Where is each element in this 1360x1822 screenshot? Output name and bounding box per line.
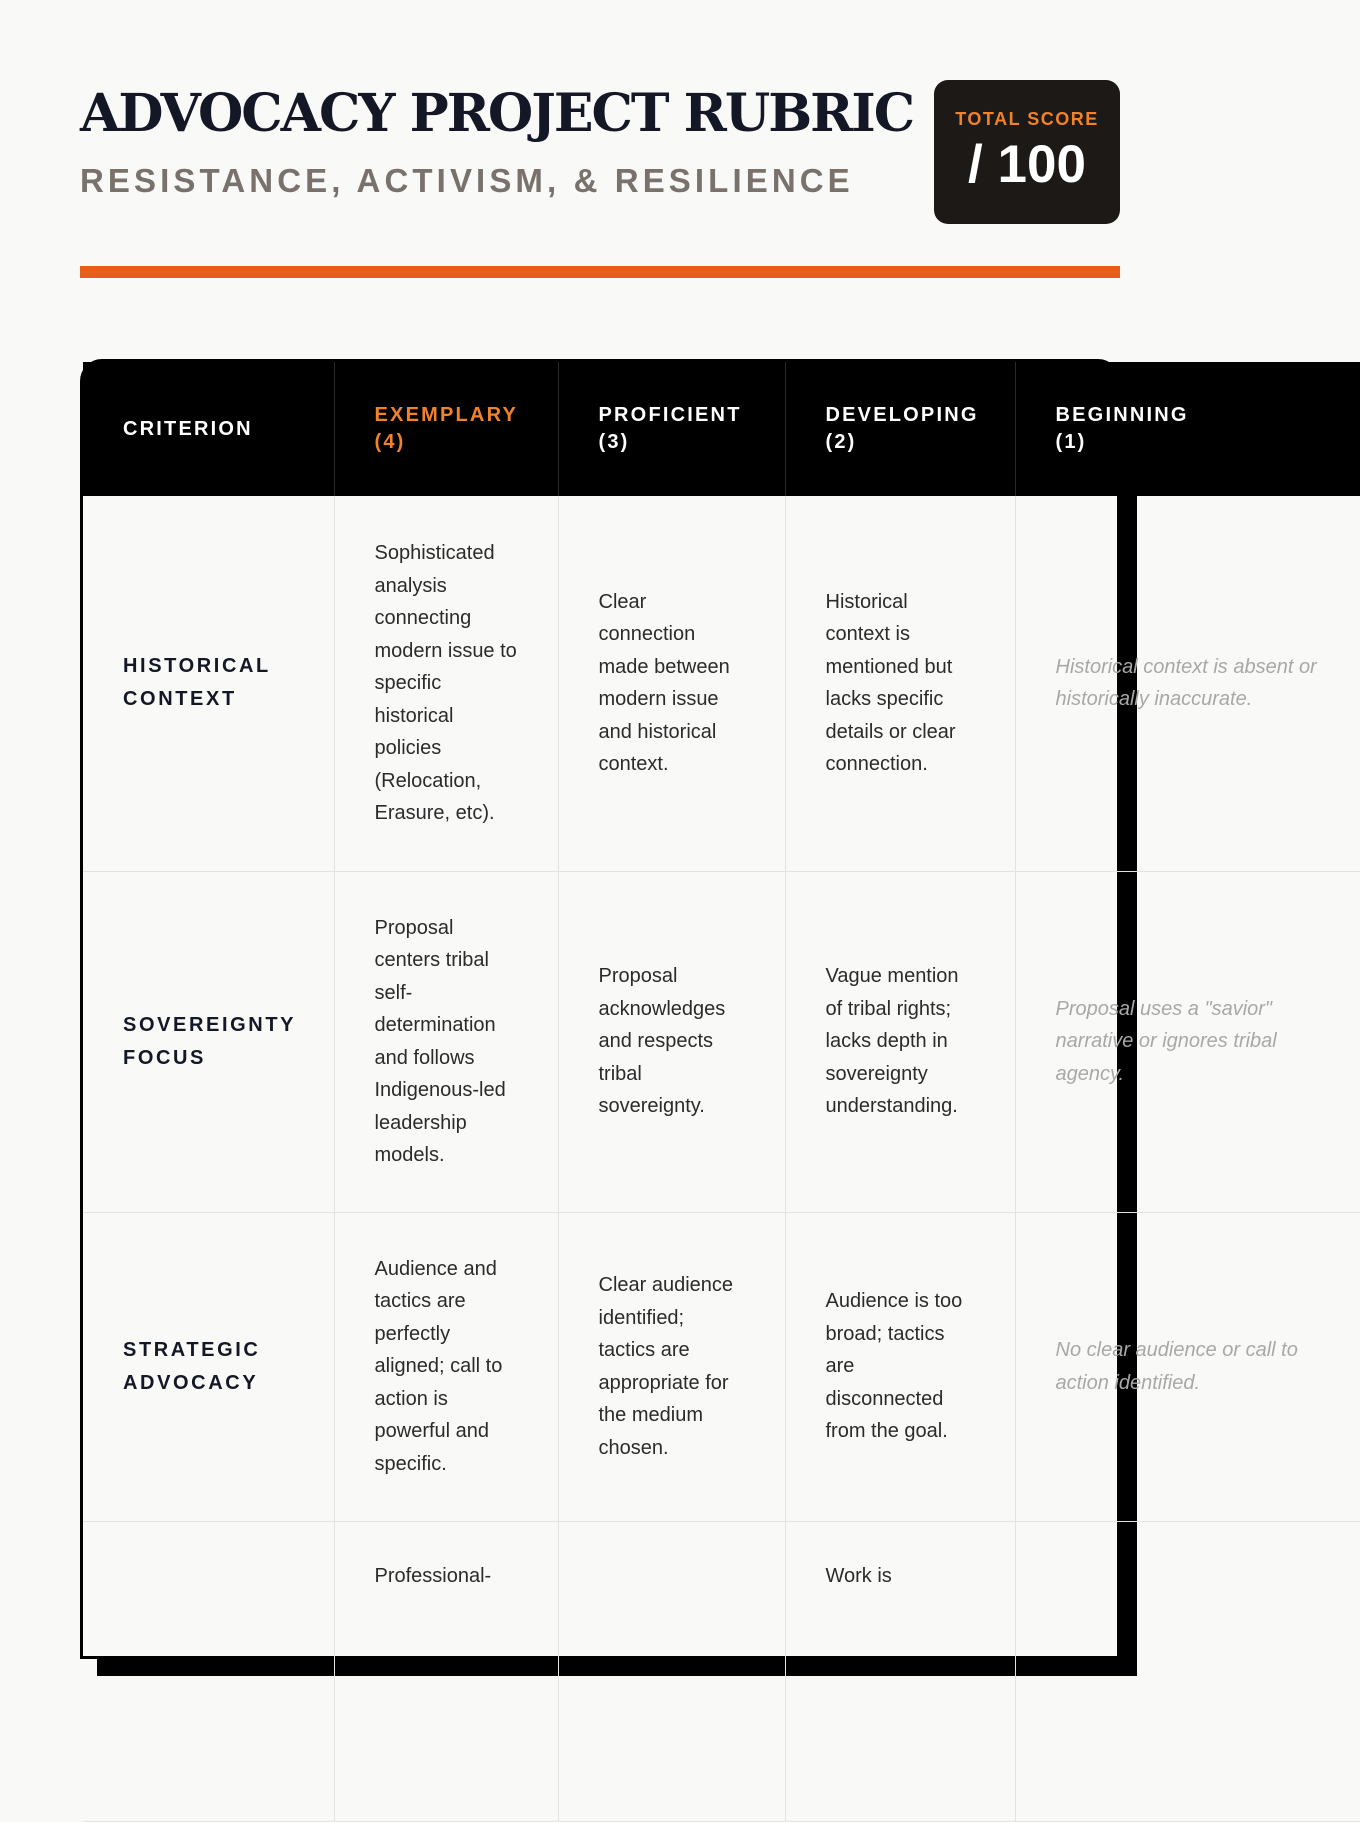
table-header-row xyxy=(83,362,1360,496)
beginning-cell: Historical context is absent or historically inaccurate. xyxy=(1015,496,1360,871)
criterion-cell xyxy=(83,1521,334,1821)
proficient-cell xyxy=(558,1521,785,1821)
criterion-cell: SOVEREIGNTY FOCUS xyxy=(83,871,334,1212)
header-beginning: BEGINNING (1) xyxy=(1015,362,1360,496)
header-proficient: PROFICIENT (3) xyxy=(558,362,785,496)
rubric-table-card[interactable] xyxy=(80,359,1317,1659)
developing-cell: Audience is too broad; tactics are disconnected from the goal. xyxy=(785,1212,1015,1521)
table-row xyxy=(83,1212,1360,1521)
proficient-cell: Clear audience identified; tactics are appropriate for the medium chosen. xyxy=(558,1212,785,1521)
total-score-label: TOTAL SCORE xyxy=(955,109,1099,129)
total-score-value: / 100 xyxy=(968,135,1086,194)
proficient-cell: Clear connection made between modern issue and historical context. xyxy=(558,496,785,871)
table-row xyxy=(83,496,1360,871)
beginning-cell xyxy=(1015,1521,1360,1821)
page-title: ADVOCACY PROJECT RUBRIC xyxy=(80,83,914,144)
beginning-cell: No clear audience or call to action identified. xyxy=(1015,1212,1360,1521)
exemplary-cell: Proposal centers tribal self-determination and follows Indigenous-led leadership models. xyxy=(334,871,558,1212)
exemplary-cell: Sophisticated analysis connecting modern issue to specific historical policies (Relocation, Erasure, etc). xyxy=(334,496,558,871)
developing-cell: Historical context is mentioned but lacks specific details or clear connection. xyxy=(785,496,1015,871)
developing-cell: Vague mention of tribal rights; lacks depth in sovereignty understanding. xyxy=(785,871,1015,1212)
header-exemplary: EXEMPLARY (4) xyxy=(334,362,558,496)
exemplary-cell: Professional- xyxy=(334,1521,558,1821)
rubric-table xyxy=(83,362,1360,1822)
page-header xyxy=(80,80,1120,240)
beginning-cell: Proposal uses a "savior" narrative or ignores tribal agency. xyxy=(1015,871,1360,1212)
total-score-box xyxy=(934,80,1120,224)
criterion-cell: HISTORICAL CONTEXT xyxy=(83,496,334,871)
table-row xyxy=(83,1521,1360,1821)
table-row xyxy=(83,871,1360,1212)
proficient-cell: Proposal acknowledges and respects tribal sovereignty. xyxy=(558,871,785,1212)
accent-divider xyxy=(80,266,1120,278)
header-criterion: CRITERION xyxy=(83,362,334,496)
exemplary-cell: Audience and tactics are perfectly aligned; call to action is powerful and specific. xyxy=(334,1212,558,1521)
criterion-cell: STRATEGIC ADVOCACY xyxy=(83,1212,334,1521)
page-subtitle: RESISTANCE, ACTIVISM, & RESILIENCE xyxy=(80,162,854,199)
developing-cell: Work is xyxy=(785,1521,1015,1821)
header-developing: DEVELOPING (2) xyxy=(785,362,1015,496)
